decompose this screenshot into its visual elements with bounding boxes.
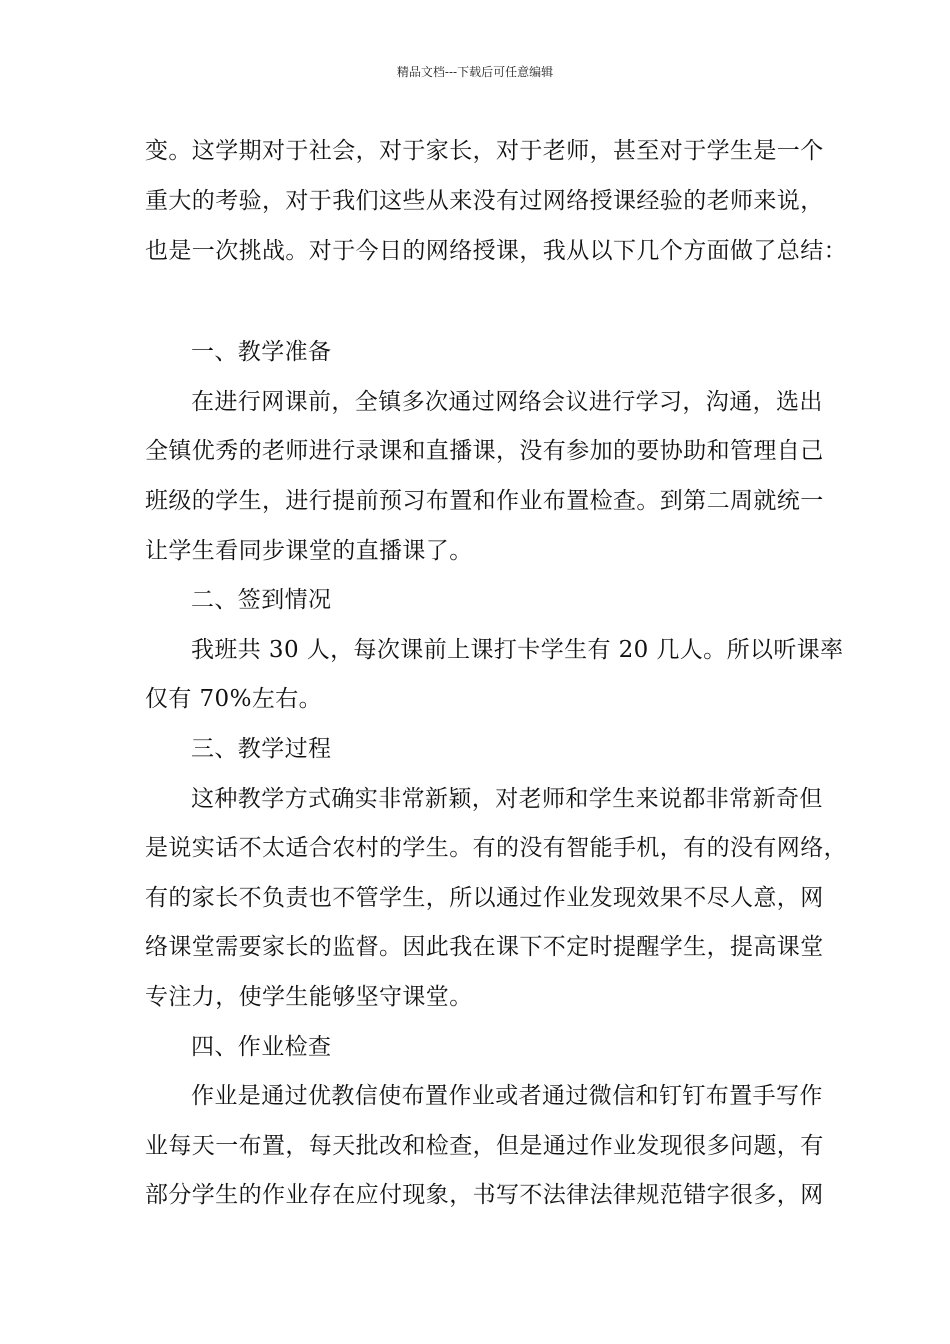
paragraph-line: 班级的学生，进行提前预习布置和作业布置检查。到第二周就统一 <box>145 488 824 514</box>
paragraph-line: 业每天一布置，每天批改和检查，但是通过作业发现很多问题，有 <box>145 1133 824 1159</box>
paragraph-line: 让学生看同步课堂的直播课了。 <box>145 538 473 564</box>
paragraph-line: 我班共 30 人，每次课前上课打卡学生有 20 几人。所以听课率 <box>191 637 844 663</box>
paragraph-line: 是说实话不太适合农村的学生。有的没有智能手机，有的没有网络， <box>145 835 847 861</box>
page-header: 精品文档---下载后可任意编辑 <box>396 65 554 79</box>
paragraph-line: 有的家长不负责也不管学生，所以通过作业发现效果不尽人意，网 <box>145 885 824 911</box>
paragraph-line: 仅有 70%左右。 <box>145 686 323 712</box>
paragraph-line: 也是一次挑战。对于今日的网络授课，我从以下几个方面做了总结： <box>145 238 847 264</box>
paragraph-line: 这种教学方式确实非常新颖，对老师和学生来说都非常新奇但 <box>191 786 823 812</box>
paragraph-line: 专注力，使学生能够坚守课堂。 <box>145 984 473 1010</box>
paragraph-line: 变。这学期对于社会，对于家长，对于老师，甚至对于学生是一个 <box>145 138 824 164</box>
paragraph-line: 作业是通过优教信使布置作业或者通过微信和钉钉布置手写作 <box>191 1083 823 1109</box>
paragraph-line: 重大的考验，对于我们这些从来没有过网络授课经验的老师来说， <box>145 188 824 214</box>
paragraph-line: 络课堂需要家长的监督。因此我在课下不定时提醒学生，提高课堂 <box>145 934 824 960</box>
paragraph-line: 在进行网课前，全镇多次通过网络会议进行学习，沟通，选出 <box>191 389 823 415</box>
section-heading: 一、教学准备 <box>191 339 332 365</box>
paragraph-line: 部分学生的作业存在应付现象，书写不法律法律规范错字很多，网 <box>145 1182 824 1208</box>
section-heading: 四、作业检查 <box>191 1034 332 1060</box>
section-heading: 三、教学过程 <box>191 736 332 762</box>
section-heading: 二、签到情况 <box>191 587 332 613</box>
paragraph-line: 全镇优秀的老师进行录课和直播课，没有参加的要协助和管理自己 <box>145 438 824 464</box>
